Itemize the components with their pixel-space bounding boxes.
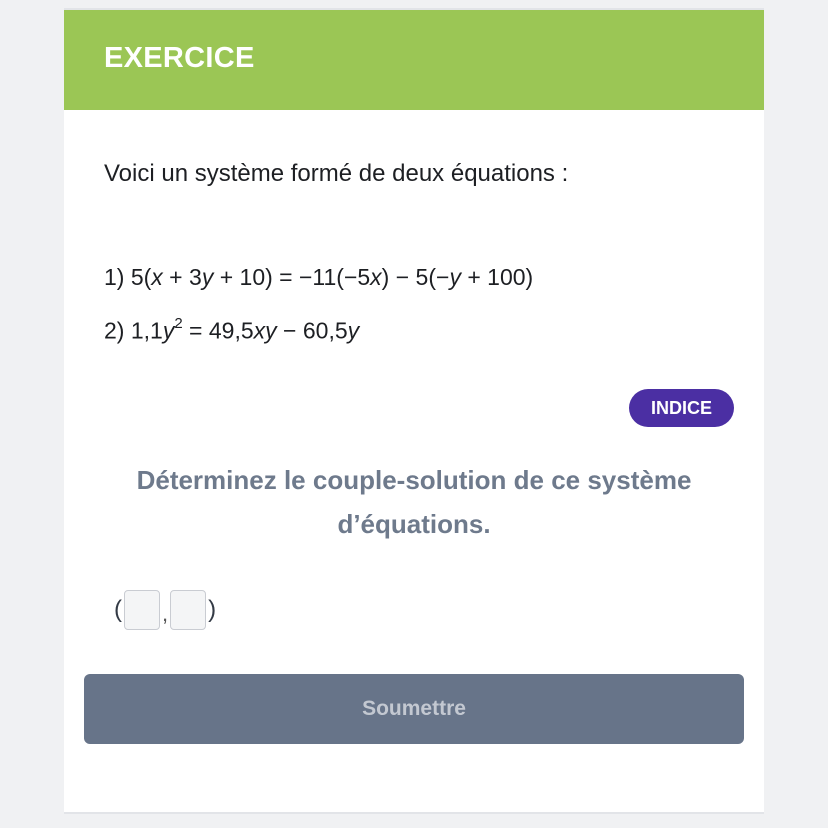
bottom-divider bbox=[64, 812, 764, 814]
hint-button[interactable]: INDICE bbox=[629, 389, 734, 427]
exercise-card bbox=[64, 10, 764, 812]
comma-separator: , bbox=[162, 601, 169, 626]
equation-1: 1) 5(x + 3y + 10) = −11(−5x) − 5(−y + 100) bbox=[104, 264, 534, 290]
open-paren: ( bbox=[114, 596, 122, 623]
close-paren: ) bbox=[208, 596, 217, 623]
exercise-title: EXERCICE bbox=[104, 42, 255, 74]
question-text: Déterminez le couple-solution de ce système d’équations. bbox=[136, 465, 692, 539]
submit-button[interactable]: Soumettre bbox=[84, 674, 744, 744]
first-value-input[interactable] bbox=[124, 590, 160, 630]
intro-text: Voici un système formé de deux équations : bbox=[104, 160, 569, 187]
second-value-input[interactable] bbox=[170, 590, 206, 630]
equation-2: 2) $1,1y^2 = 49,5xy - 60,5y$ bbox=[104, 315, 360, 344]
exercise-header bbox=[64, 10, 764, 110]
answer-pair bbox=[112, 588, 218, 632]
